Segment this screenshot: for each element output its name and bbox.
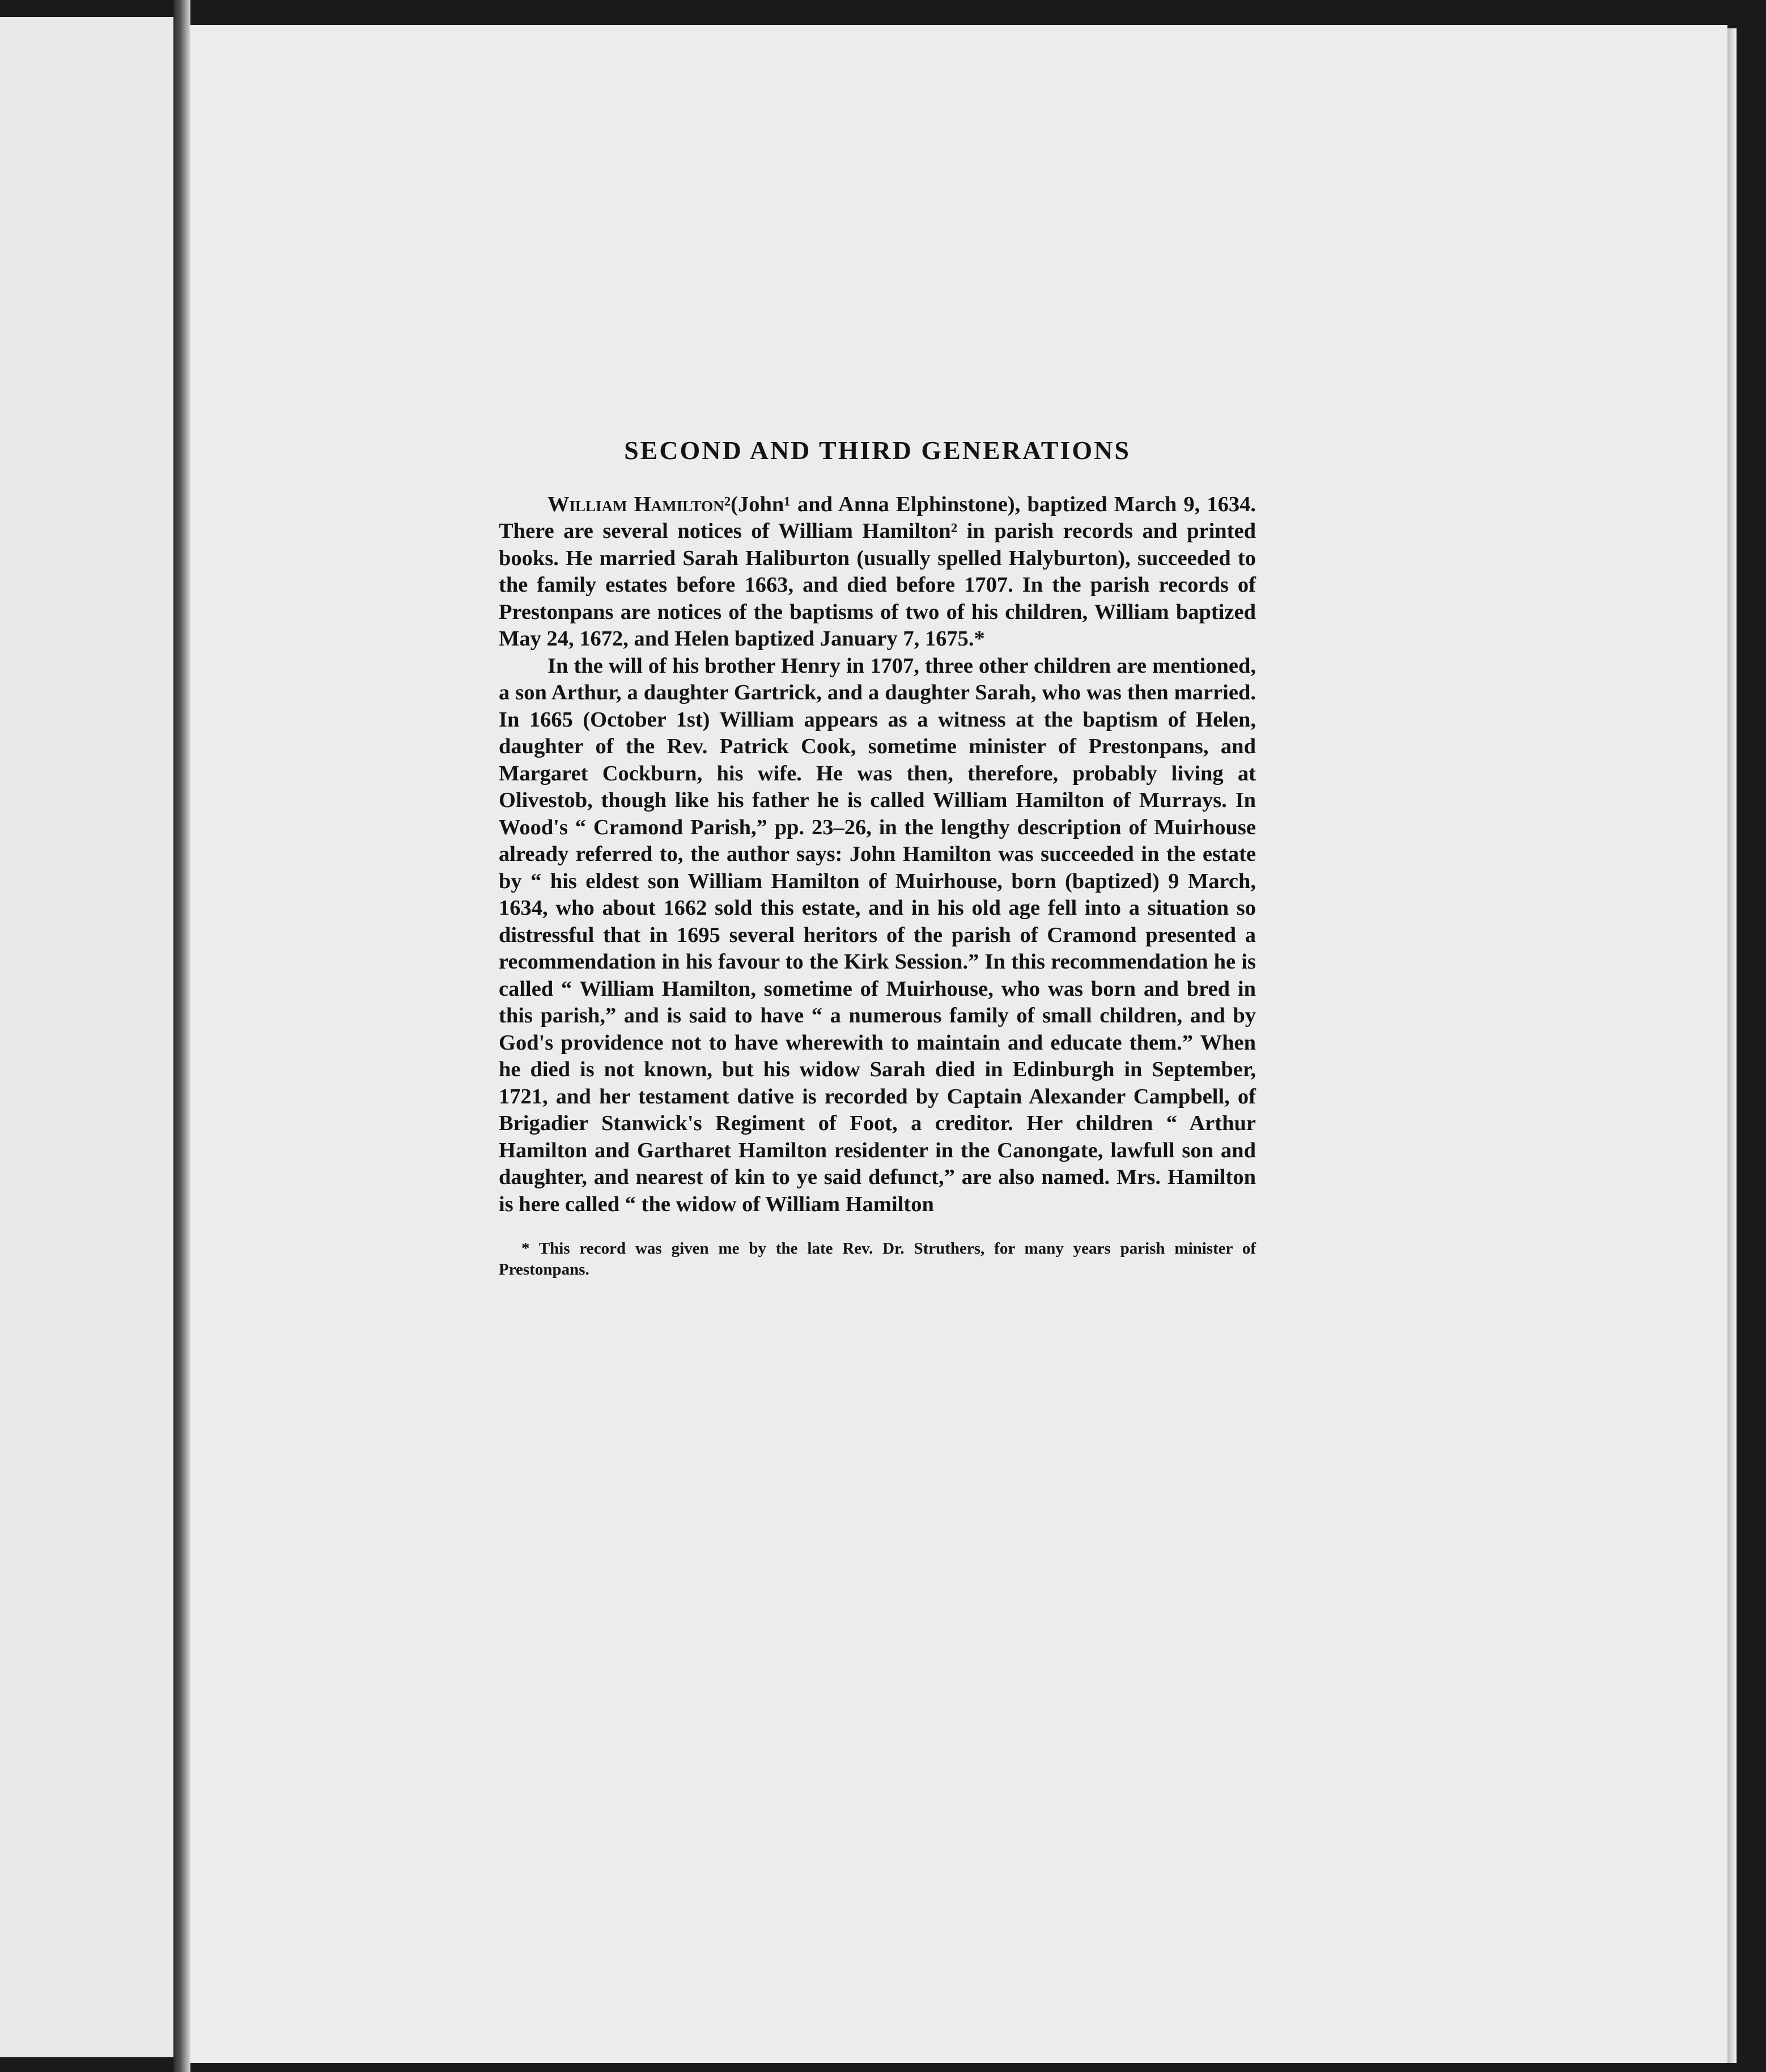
footnote: * This record was given me by the late Rev. Dr. Struthers, for many years parish minister of Prestonpans. <box>499 1239 1256 1279</box>
paragraph-2: In the will of his brother Henry in 1707, three other children are mentioned, a son Arthur, a daughter Gartrick, and a daughter Sarah, who was then married. In 1665 (October 1st) William appears as a witness at the baptism of Helen, daughter of the Rev. Patrick Cook, sometime minister of Prestonpans, and Margaret Cockburn, his wife. He was then, therefore, probably living at Olivestob, though like his father he is called William Hamilton of Murrays. In Wood's “ Cramond Parish,” pp. 23–26, in the lengthy description of Muirhouse already referred to, the author says: John Hamilton was succeeded in the estate by “ his eldest son William Hamilton of Muirhouse, born (baptized) 9 March, 1634, who about 1662 sold this estate, and in his old age fell into a situation so distressful that in 1695 several heritors of the parish of Cramond presented a recommendation in his favour to the Kirk Session.” In this recommendation he is called “ William Hamilton, sometime of Muirhouse, who was born and bred in this parish,” and is said to have “ a numerous family of small children, and by God's providence not to have wherewith to maintain and educate them.” When he died is not known, but his widow Sarah died in Edinburgh in September, 1721, and her testament dative is recorded by Captain Alexander Campbell, of Brigadier Stanwick's Regiment of Foot, a creditor. Her children “ Arthur Hamilton and Gartharet Hamilton residenter in the Canongate, lawfull son and daughter, and nearest of kin to ye said defunct,” are also named. Mrs. Hamilton is here called “ the widow of William Hamilton <box>499 653 1256 1216</box>
paragraph-1-text: ²(John¹ and Anna Elphinstone), baptized March 9, 1634. There are several notices of William Hamilton² in parish records and printed books. He married Sarah Haliburton (usually spelled Halyburton), succeeded to the family estates before 1663, and died before 1707. In the parish records of Prestonpans are notices of the baptisms of two of his children, William baptized May 24, 1672, and Helen baptized January 7, 1675.* <box>499 492 1256 651</box>
book-gutter <box>173 0 190 2072</box>
paragraph-1 <box>499 491 1256 653</box>
page-edge-shadow <box>1727 28 1737 2063</box>
chapter-heading: SECOND AND THIRD GENERATIONS <box>624 436 1131 465</box>
page-text-block <box>499 436 1256 1297</box>
left-page-blank <box>0 17 173 2057</box>
subject-name: William Hamilton <box>547 492 724 516</box>
